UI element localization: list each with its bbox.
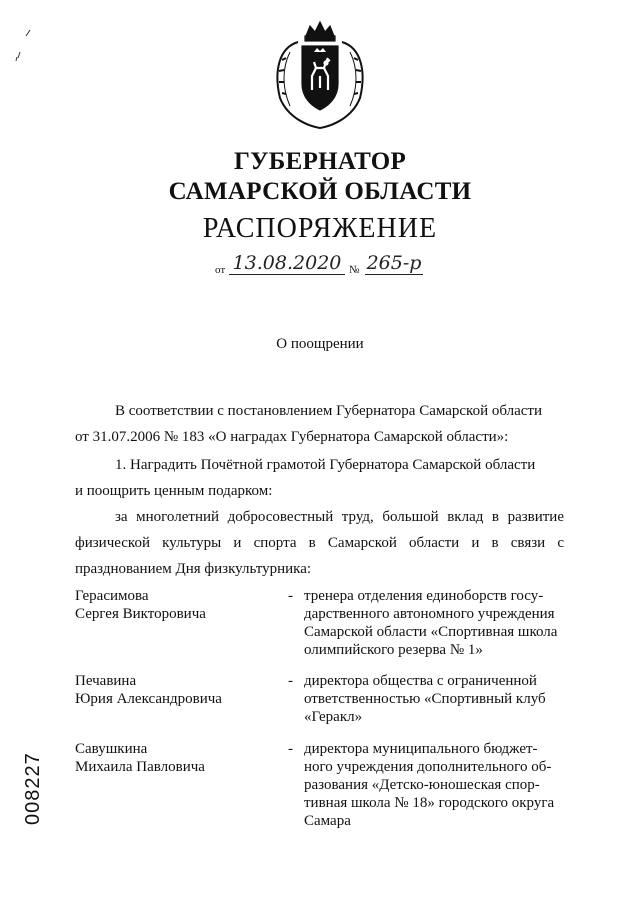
- recipient-surname: Герасимова: [75, 588, 149, 604]
- paragraph-line: В соответствии с постановлением Губернатора Самарской области: [115, 403, 543, 419]
- recipient-name: [75, 587, 275, 623]
- document-date: 13.08.2020: [229, 252, 345, 275]
- position-line: директора общества с ограниченной: [304, 673, 537, 689]
- position-line: директора муниципального бюджет-: [304, 741, 538, 757]
- form-serial-number: 008227: [22, 752, 44, 825]
- number-label: №: [349, 264, 360, 276]
- paragraph-line: физической культуры и спорта в Самарской области и в связи с: [75, 535, 564, 551]
- recipient-surname: Савушкина: [75, 741, 148, 757]
- document-type: РАСПОРЯЖЕНИЕ: [202, 213, 438, 244]
- document-subject: О поощрении: [276, 336, 364, 352]
- recipient-position: [304, 672, 564, 726]
- check-mark-icon: [14, 24, 38, 64]
- separator-dash: -: [288, 673, 293, 689]
- position-line: ного учреждения дополнительного об-: [304, 759, 552, 775]
- position-line: дарственного автономного учреждения: [304, 606, 555, 622]
- paragraph-line: празднованием Дня физкультурника:: [75, 561, 312, 577]
- recipient-name: [75, 740, 275, 776]
- position-line: тренера отделения единоборств госу-: [304, 588, 544, 604]
- paragraph-line: за многолетний добросовестный труд, большой вклад в развитие: [115, 509, 564, 525]
- document-number: 265-р: [366, 252, 422, 274]
- paragraph-line: 1. Наградить Почётной грамотой Губернатора Самарской области: [115, 457, 536, 473]
- recipient-name: [75, 672, 275, 708]
- recipient-given-names: Юрия Александровича: [75, 691, 222, 707]
- position-line: Самарской области «Спортивная школа: [304, 624, 558, 640]
- paragraph-line: и поощрить ценным подарком:: [75, 483, 273, 499]
- recipient-position: [304, 740, 564, 830]
- position-line: ответственностью «Спортивный клуб: [304, 691, 546, 707]
- position-line: Самара: [304, 813, 351, 829]
- separator-dash: -: [288, 588, 293, 604]
- separator-dash: -: [288, 741, 293, 757]
- position-line: «Геракл»: [304, 709, 363, 725]
- authority-title-line2: САМАРСКОЙ ОБЛАСТИ: [168, 178, 472, 205]
- position-line: тивная школа № 18» городского округа: [304, 795, 555, 811]
- position-line: олимпийского резерва № 1»: [304, 642, 483, 658]
- position-line: разования «Детско-юношеская спор-: [304, 777, 540, 793]
- recipient-position: [304, 587, 564, 659]
- date-label: от: [215, 264, 226, 276]
- authority-title-line1: ГУБЕРНАТОР: [233, 148, 407, 175]
- paragraph-line: от 31.07.2006 № 183 «О наградах Губернатора Самарской области»:: [75, 429, 509, 445]
- recipient-given-names: Михаила Павловича: [75, 759, 205, 775]
- recipient-given-names: Сергея Викторовича: [75, 606, 206, 622]
- recipient-surname: Печавина: [75, 673, 137, 689]
- samara-coat-of-arms-icon: [268, 18, 372, 130]
